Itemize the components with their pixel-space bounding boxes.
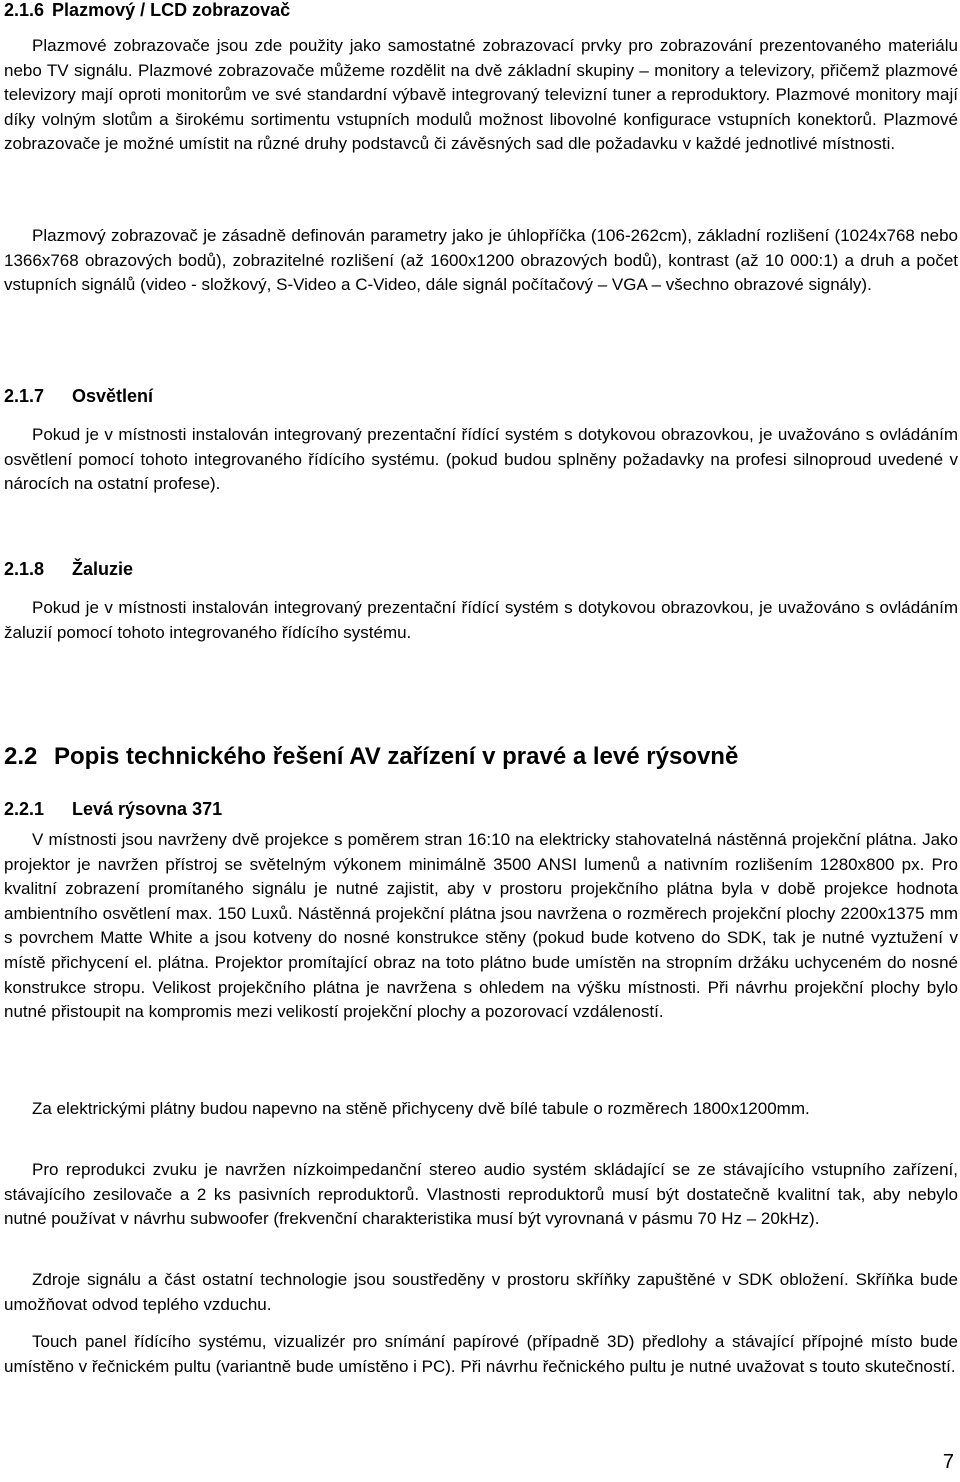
heading-title: Žaluzie (72, 559, 134, 579)
heading-number: 2.1.7 (4, 386, 45, 406)
paragraph-2-1-6-intro: Plazmové zobrazovače jsou zde použity jako samostatné zobrazovací prvky pro zobrazování prezentovaného materiálu nebo TV signálu. Plazmové zobrazovače můžeme rozdělit na dvě základní skupiny – monitory a televizory, přičemž plazmové televizory mají oproti monitorům ve své standardní výbavě integrovaný televizní tuner a reproduktory. Plazmové monitory mají díky volným slotům a širokému sortimentu vstupních modulů možnost libovolné konfigurace vstupních konektorů. Plazmové zobrazovače je možné umístit na různé druhy podstavců či závěsných sad dle požadavku v každé jednotlivé místnosti. (4, 36, 958, 154)
page-number: 7 (942, 1451, 954, 1473)
paragraph-2-1-7: Pokud je v místnosti instalován integrovaný prezentační řídící systém s dotykovou obrazovkou, je uvažováno s ovládáním osvětlení pomocí tohoto integrovaného řídícího systému. (pokud budou splněny požadavky na profesi silnoproud uvedené v nárocích na ostatní profese). (4, 425, 958, 494)
heading-title: Levá rýsovna 371 (72, 799, 223, 819)
heading-number: 2.2 (4, 743, 38, 770)
heading-2-1-6 (4, 0, 290, 22)
paragraph-2-1-6-parameters: Plazmový zobrazovač je zásadně definován parametry jako je úhlopříčka (106-262cm), základní rozlišení (1024x768 nebo 1366x768 obrazových bodů), zobrazitelné rozlišení (až 1600x1200 obrazových bodů), kontrast (až 10 000:1) a druh a počet vstupních signálů (video - složkový, S-Video a C-Video, dále signál počítačový – VGA – všechno obrazové signály). (4, 226, 958, 295)
heading-2-2-1 (4, 797, 222, 821)
paragraph-2-2-1-projection: V místnosti jsou navrženy dvě projekce s poměrem stran 16:10 na elektricky stahovatelná nástěnná projekční plátna. Jako projektor je navržen přístroj se světelným výkonem minimálně 3500 ANSI lumenů a nativním rozlišením 1280x800 px. Pro kvalitní zobrazení promítaného signálu je nutné zajistit, aby v prostoru projekčního plátna byla v době projekce hodnota ambientního osvětlení max. 150 Luxů. Nástěnná projekční plátna jsou navržena o rozměrech projekční plochy 2200x1375 mm s povrchem Matte White a jsou kotveny do nosné konstrukce stěny (pokud bude kotveno do SDK, tak je nutné vyztužení v místě přichycení el. plátna. Projektor promítající obraz na toto plátno bude umístěn na stropním držáku uchyceném do nosné konstrukce stropu. Velikost projekčního plátna je navržena s ohledem na výšku místnosti. Při návrhu projekční plochy bylo nutné přistoupit na kompromis mezi velikostí projekční plochy a pozorovací vzdáleností. (4, 830, 958, 1022)
heading-number: 2.2.1 (4, 799, 45, 819)
paragraph-2-2-1-signal-sources: Zdroje signálu a část ostatní technologie jsou soustředěny v prostoru skříňky zapuštěné v SDK obložení. Skříňka bude umožňovat odvod teplého vzduchu. (4, 1270, 958, 1314)
heading-2-1-7 (4, 384, 153, 408)
heading-number: 2.1.8 (4, 559, 45, 579)
heading-title: Plazmový / LCD zobrazovač (52, 0, 291, 20)
paragraph-2-1-8: Pokud je v místnosti instalován integrovaný prezentační řídící systém s dotykovou obrazovkou, je uvažováno s ovládáním žaluzií pomocí tohoto integrovaného řídícího systému. (4, 598, 958, 642)
heading-title: Popis technického řešení AV zařízení v pravé a levé rýsovně (54, 743, 739, 770)
paragraph-2-2-1-touch-panel: Touch panel řídícího systému, vizualizér pro snímání papírové (případně 3D) předlohy a stávající přípojné místo bude umístěno v řečnickém pultu (variantně bude umístěno i PC). Při návrhu řečnického pultu je nutné uvažovat s touto skutečností. (4, 1332, 958, 1376)
heading-2-1-8 (4, 557, 133, 581)
heading-2-2 (4, 742, 738, 772)
paragraph-2-2-1-whiteboards: Za elektrickými plátny budou napevno na stěně přichyceny dvě bílé tabule o rozměrech 1800x1200mm. (32, 1099, 810, 1118)
paragraph-2-2-1-audio: Pro reprodukci zvuku je navržen nízkoimpedanční stereo audio systém skládající se ze stávajícího vstupního zařízení, stávajícího zesilovače a 2 ks pasivních reproduktorů. Vlastnosti reproduktorů musí být dostatečně kvalitní tak, aby nebylo nutné používat v návrhu subwoofer (frekvenční charakteristika musí být vyrovnaná v pásmu 70 Hz – 20kHz). (4, 1160, 958, 1229)
heading-number: 2.1.6 (4, 0, 45, 20)
heading-title: Osvětlení (72, 386, 154, 406)
